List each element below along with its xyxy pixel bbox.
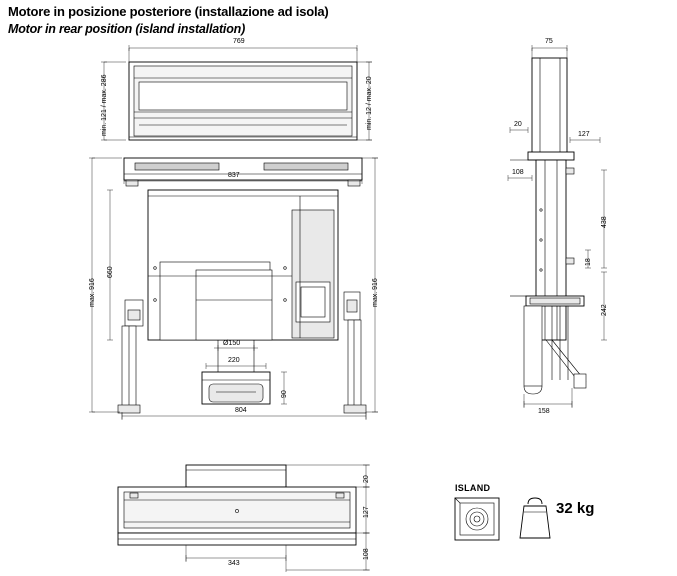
plan-dim-20 xyxy=(286,465,370,487)
dim-plan-127: 127 xyxy=(363,506,370,518)
side-main-assembly xyxy=(510,152,586,394)
front-rail-assembly xyxy=(124,158,362,186)
dim-front-hood-height: min. 121 / max. 286 xyxy=(101,74,108,136)
dim-front-right-max916: max. 916 xyxy=(372,278,379,307)
dim-side-242: 242 xyxy=(601,304,608,316)
front-hood-body xyxy=(129,62,357,140)
side-upper-column xyxy=(532,58,567,153)
dim-front-837: 837 xyxy=(228,172,240,179)
page-title-it: Motore in posizione posteriore (installazione ad isola) xyxy=(8,4,329,19)
dim-front-804: 804 xyxy=(235,407,247,414)
island-label: ISLAND xyxy=(455,483,491,493)
front-main-body xyxy=(148,190,338,340)
dim-front-220: 220 xyxy=(228,357,240,364)
dim-front-769: 769 xyxy=(233,38,245,45)
dim-front-right-small: min. 12 / max. 20 xyxy=(366,76,373,130)
dim-plan-20: 20 xyxy=(363,475,370,483)
plan-hood-top xyxy=(118,465,356,545)
page-title-en: Motor in rear position (island installation) xyxy=(8,22,246,36)
front-right-leg xyxy=(344,292,366,413)
dim-side-438: 438 xyxy=(601,216,608,228)
dim-front-left-max916: max. 916 xyxy=(89,278,96,307)
dim-side-75: 75 xyxy=(545,38,553,45)
dim-side-158: 158 xyxy=(538,408,550,415)
dim-side-127: 127 xyxy=(578,131,590,138)
dim-plan-108: 108 xyxy=(363,548,370,560)
front-motor-box xyxy=(202,372,270,404)
dim-side-108: 108 xyxy=(512,169,524,176)
front-left-leg xyxy=(118,300,143,413)
weight-label: 32 kg xyxy=(556,500,595,517)
dim-front-90: 90 xyxy=(281,390,288,398)
weight-icon xyxy=(520,498,550,538)
dim-side-18: 18 xyxy=(585,258,592,266)
dim-plan-343: 343 xyxy=(228,560,240,567)
island-hood-icon xyxy=(455,498,499,540)
front-dim-90 xyxy=(281,372,287,404)
plan-dim-343 xyxy=(186,545,286,572)
dim-side-20: 20 xyxy=(514,121,522,128)
dim-front-660: 660 xyxy=(107,266,114,278)
side-dim-158 xyxy=(524,388,572,408)
dim-front-duct-d150: Ø150 xyxy=(223,340,241,347)
